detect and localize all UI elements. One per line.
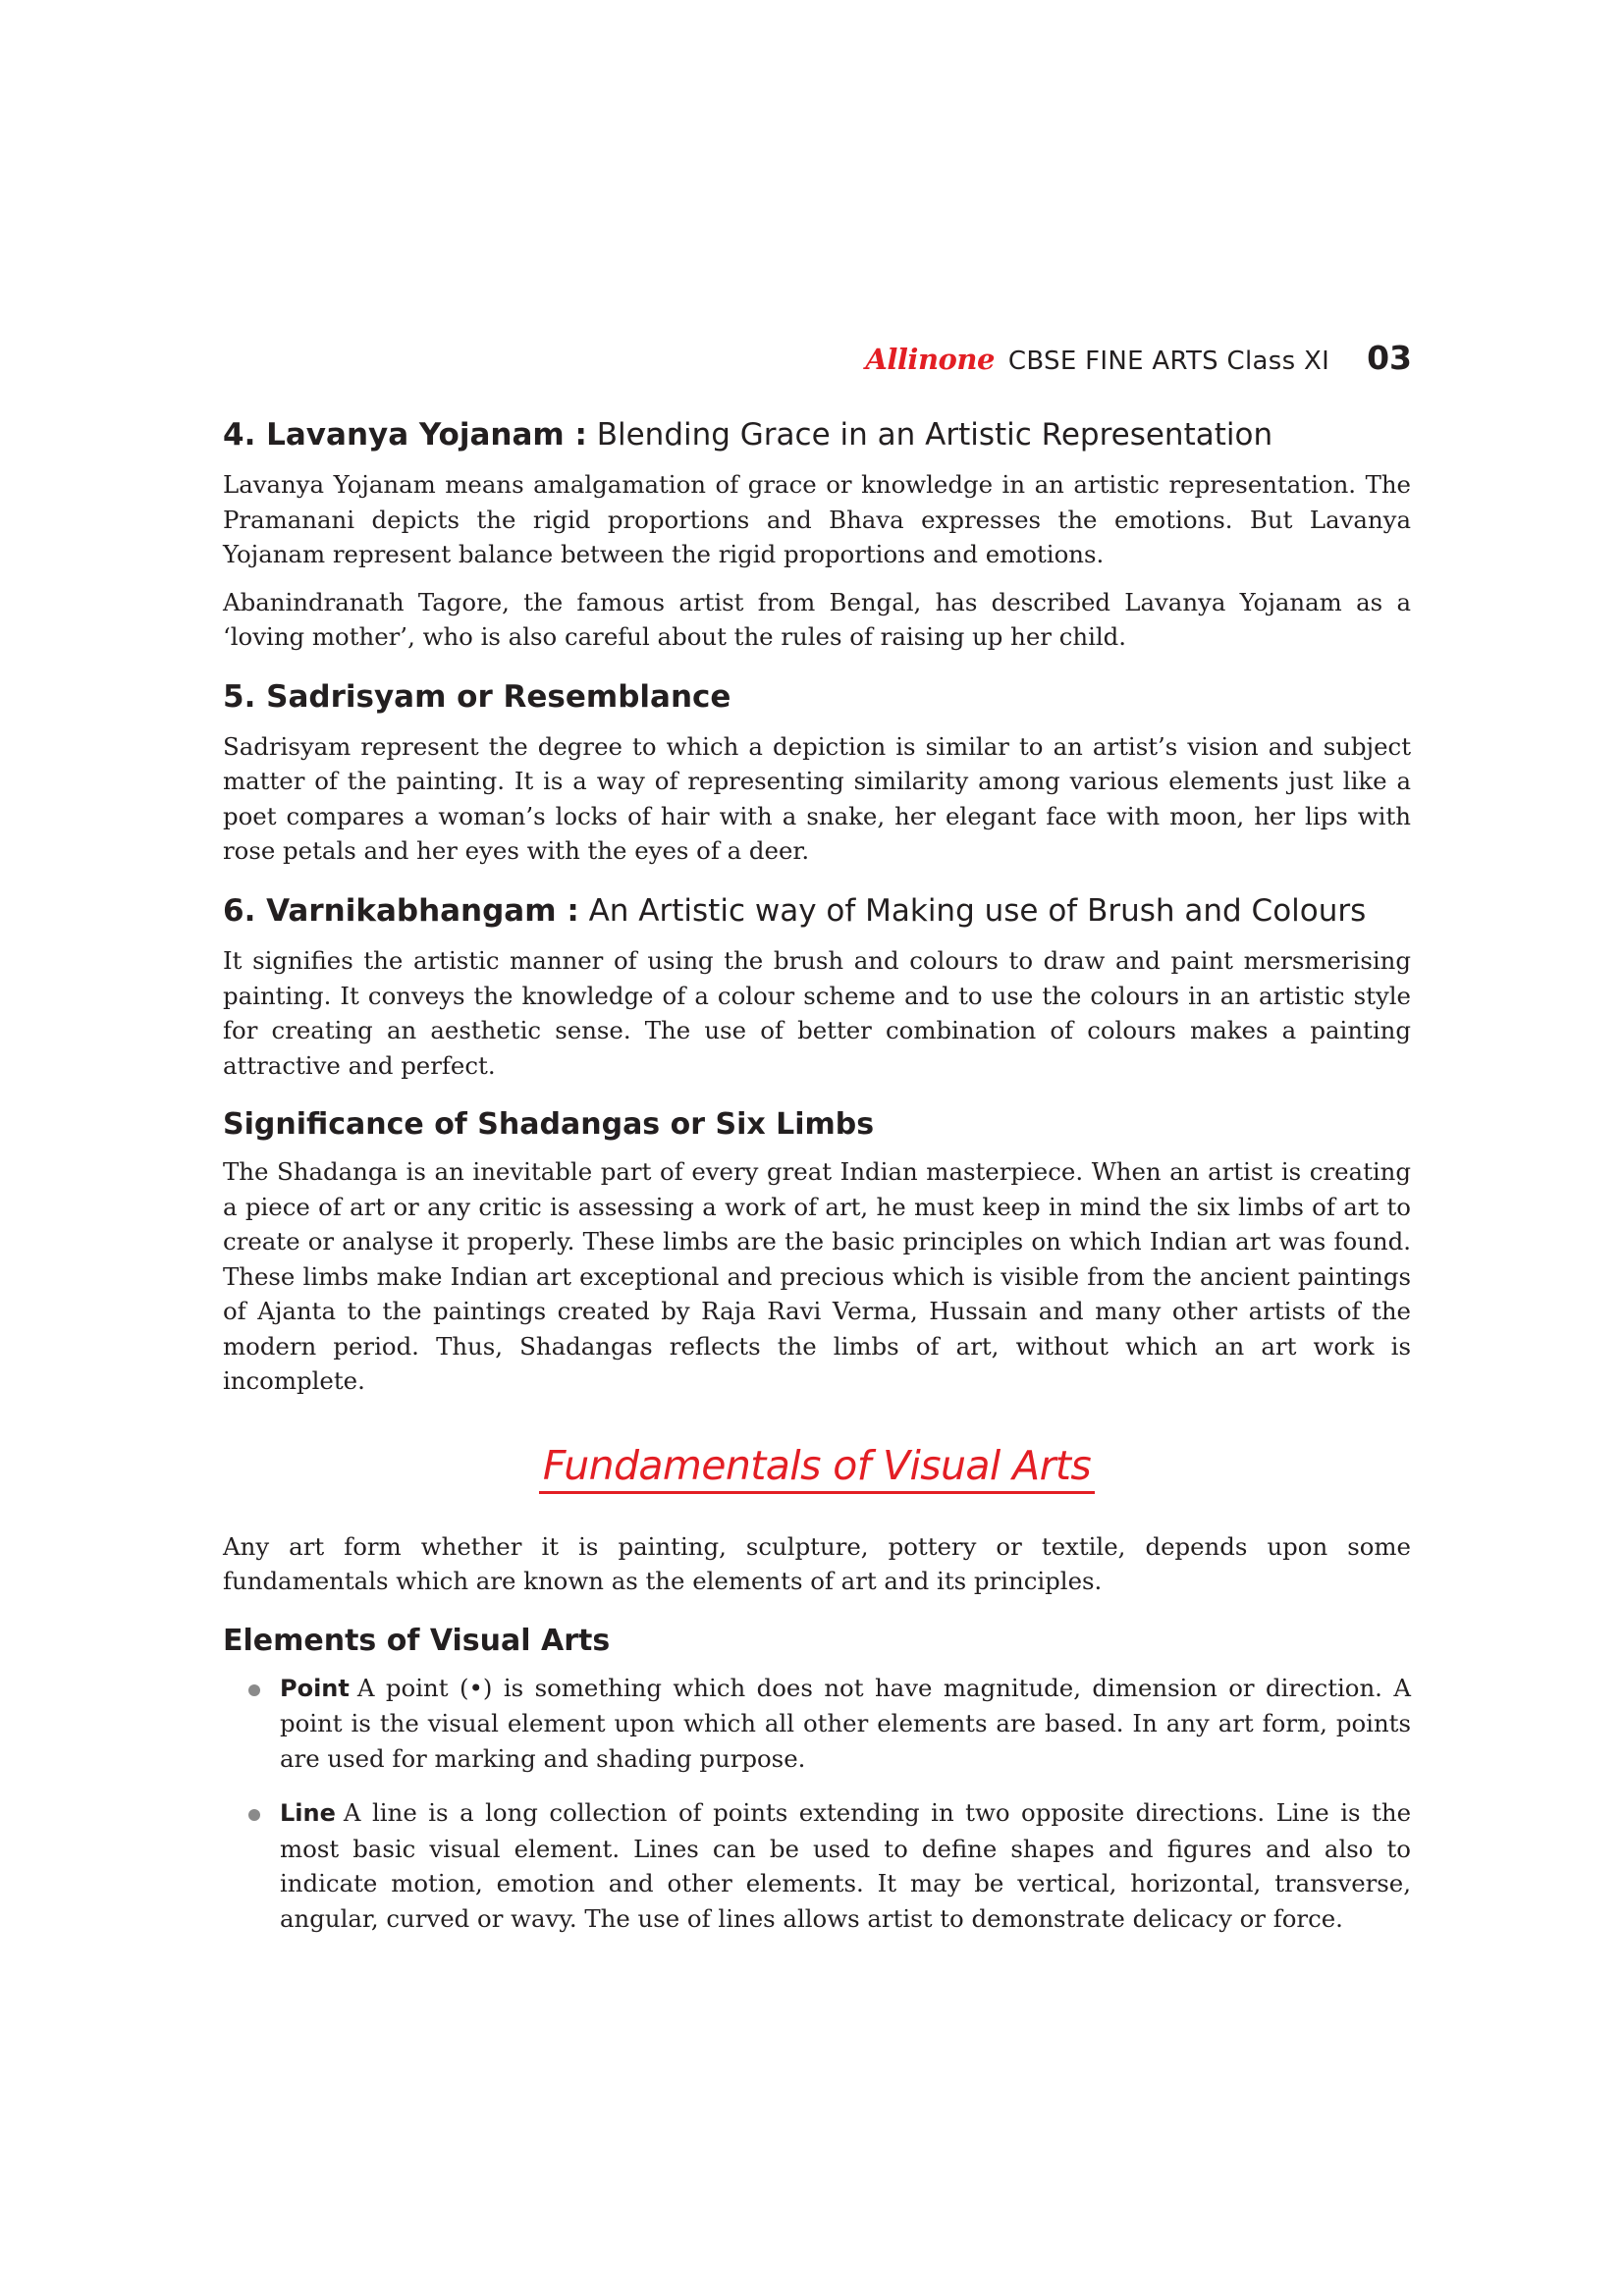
section-heading-varnikabhangam: [223, 893, 1411, 930]
bullet-icon: [248, 1809, 260, 1821]
element-description: A line is a long collection of points extending in two opposite directions. Line is the most basic visual element. Lines can be used to define shapes and figures and also to indicate motion, emotion and other elements. It may be vertical, horizontal, transverse, angular, curved or wavy. The use of lines allows artist to demonstrate delicacy or force.: [280, 1798, 1411, 1933]
chapter-title-block: [223, 1442, 1411, 1494]
paragraph: Any art form whether it is painting, sculpture, pottery or textile, depends upon some fundamentals which are known as the elements of art and its principles.: [223, 1531, 1411, 1596]
element-term: Line: [280, 1799, 336, 1828]
book-title: CBSE FINE ARTS Class XI: [1007, 347, 1330, 376]
list-item: [223, 1795, 1411, 1936]
page-content: [223, 417, 1411, 1955]
heading-bold-part: 5. Sadrisyam or Resemblance: [223, 678, 731, 715]
paragraph: Abanindranath Tagore, the famous artist from Bengal, has described Lavanya Yojanam as a ‘loving mother’, who is also careful about the rules of raising up her child.: [223, 587, 1411, 652]
section-heading-elements: Elements of Visual Arts: [223, 1623, 611, 1658]
heading-rest: Blending Grace in an Artistic Representation: [596, 417, 1273, 453]
paragraph: It signifies the artistic manner of using the brush and colours to draw and paint mersmerising painting. It conveys the knowledge of a colour scheme and to use the colours in an artistic style for creating an aesthetic sense. The use of better combination of colours makes a painting attractive and perfect.: [223, 946, 1411, 1080]
section-heading-sadrisyam: [223, 679, 1411, 716]
section-heading-lavanya-yojanam: [223, 417, 1411, 454]
element-description: A point (•) is something which does not have magnitude, dimension or direction. A point is the visual element upon which all other elements are based. In any art form, points are used for marking and shading purpose.: [280, 1673, 1411, 1773]
running-header: [865, 339, 1412, 377]
paragraph: The Shadanga is an inevitable part of every great Indian masterpiece. When an artist is creating a piece of art or any critic is assessing a work of art, he must keep in mind the six limbs of art to create or analyse it properly. These limbs are the basic principles on which Indian art was found. These limbs make Indian art exceptional and precious which is visible from the ancient paintings of Ajanta to the paintings created by Raja Ravi Verma, Hussain and many other artists of the modern period. Thus, Shadangas reflects the limbs of art, without which an art work is incomplete.: [223, 1157, 1411, 1396]
page-number: 03: [1367, 339, 1412, 377]
bullet-icon: [248, 1684, 260, 1696]
chapter-title: Fundamentals of Visual Arts: [539, 1442, 1095, 1494]
element-term: Point: [280, 1674, 350, 1702]
paragraph: Sadrisyam represent the degree to which a depiction is similar to an artist’s vision and subject matter of the painting. It is a way of representing similarity among various elements just like a poet compares a woman’s locks of hair with a snake, her elegant face with moon, her lips with rose petals and her eyes with the eyes of a deer.: [223, 731, 1411, 866]
brand-logo: Allinone: [865, 343, 995, 376]
list-item: [223, 1671, 1411, 1777]
heading-rest: An Artistic way of Making use of Brush and Colours: [588, 892, 1367, 929]
elements-list: [223, 1671, 1411, 1937]
section-heading-significance: Significance of Shadangas or Six Limbs: [223, 1107, 875, 1143]
heading-bold-part: 4. Lavanya Yojanam :: [223, 417, 587, 453]
heading-bold-part: 6. Varnikabhangam :: [223, 892, 579, 929]
paragraph: Lavanya Yojanam means amalgamation of grace or knowledge in an artistic representation. The Pramanani depicts the rigid proportions and Bhava expresses the emotions. But Lavanya Yojanam represent balance between the rigid proportions and emotions.: [223, 470, 1411, 569]
